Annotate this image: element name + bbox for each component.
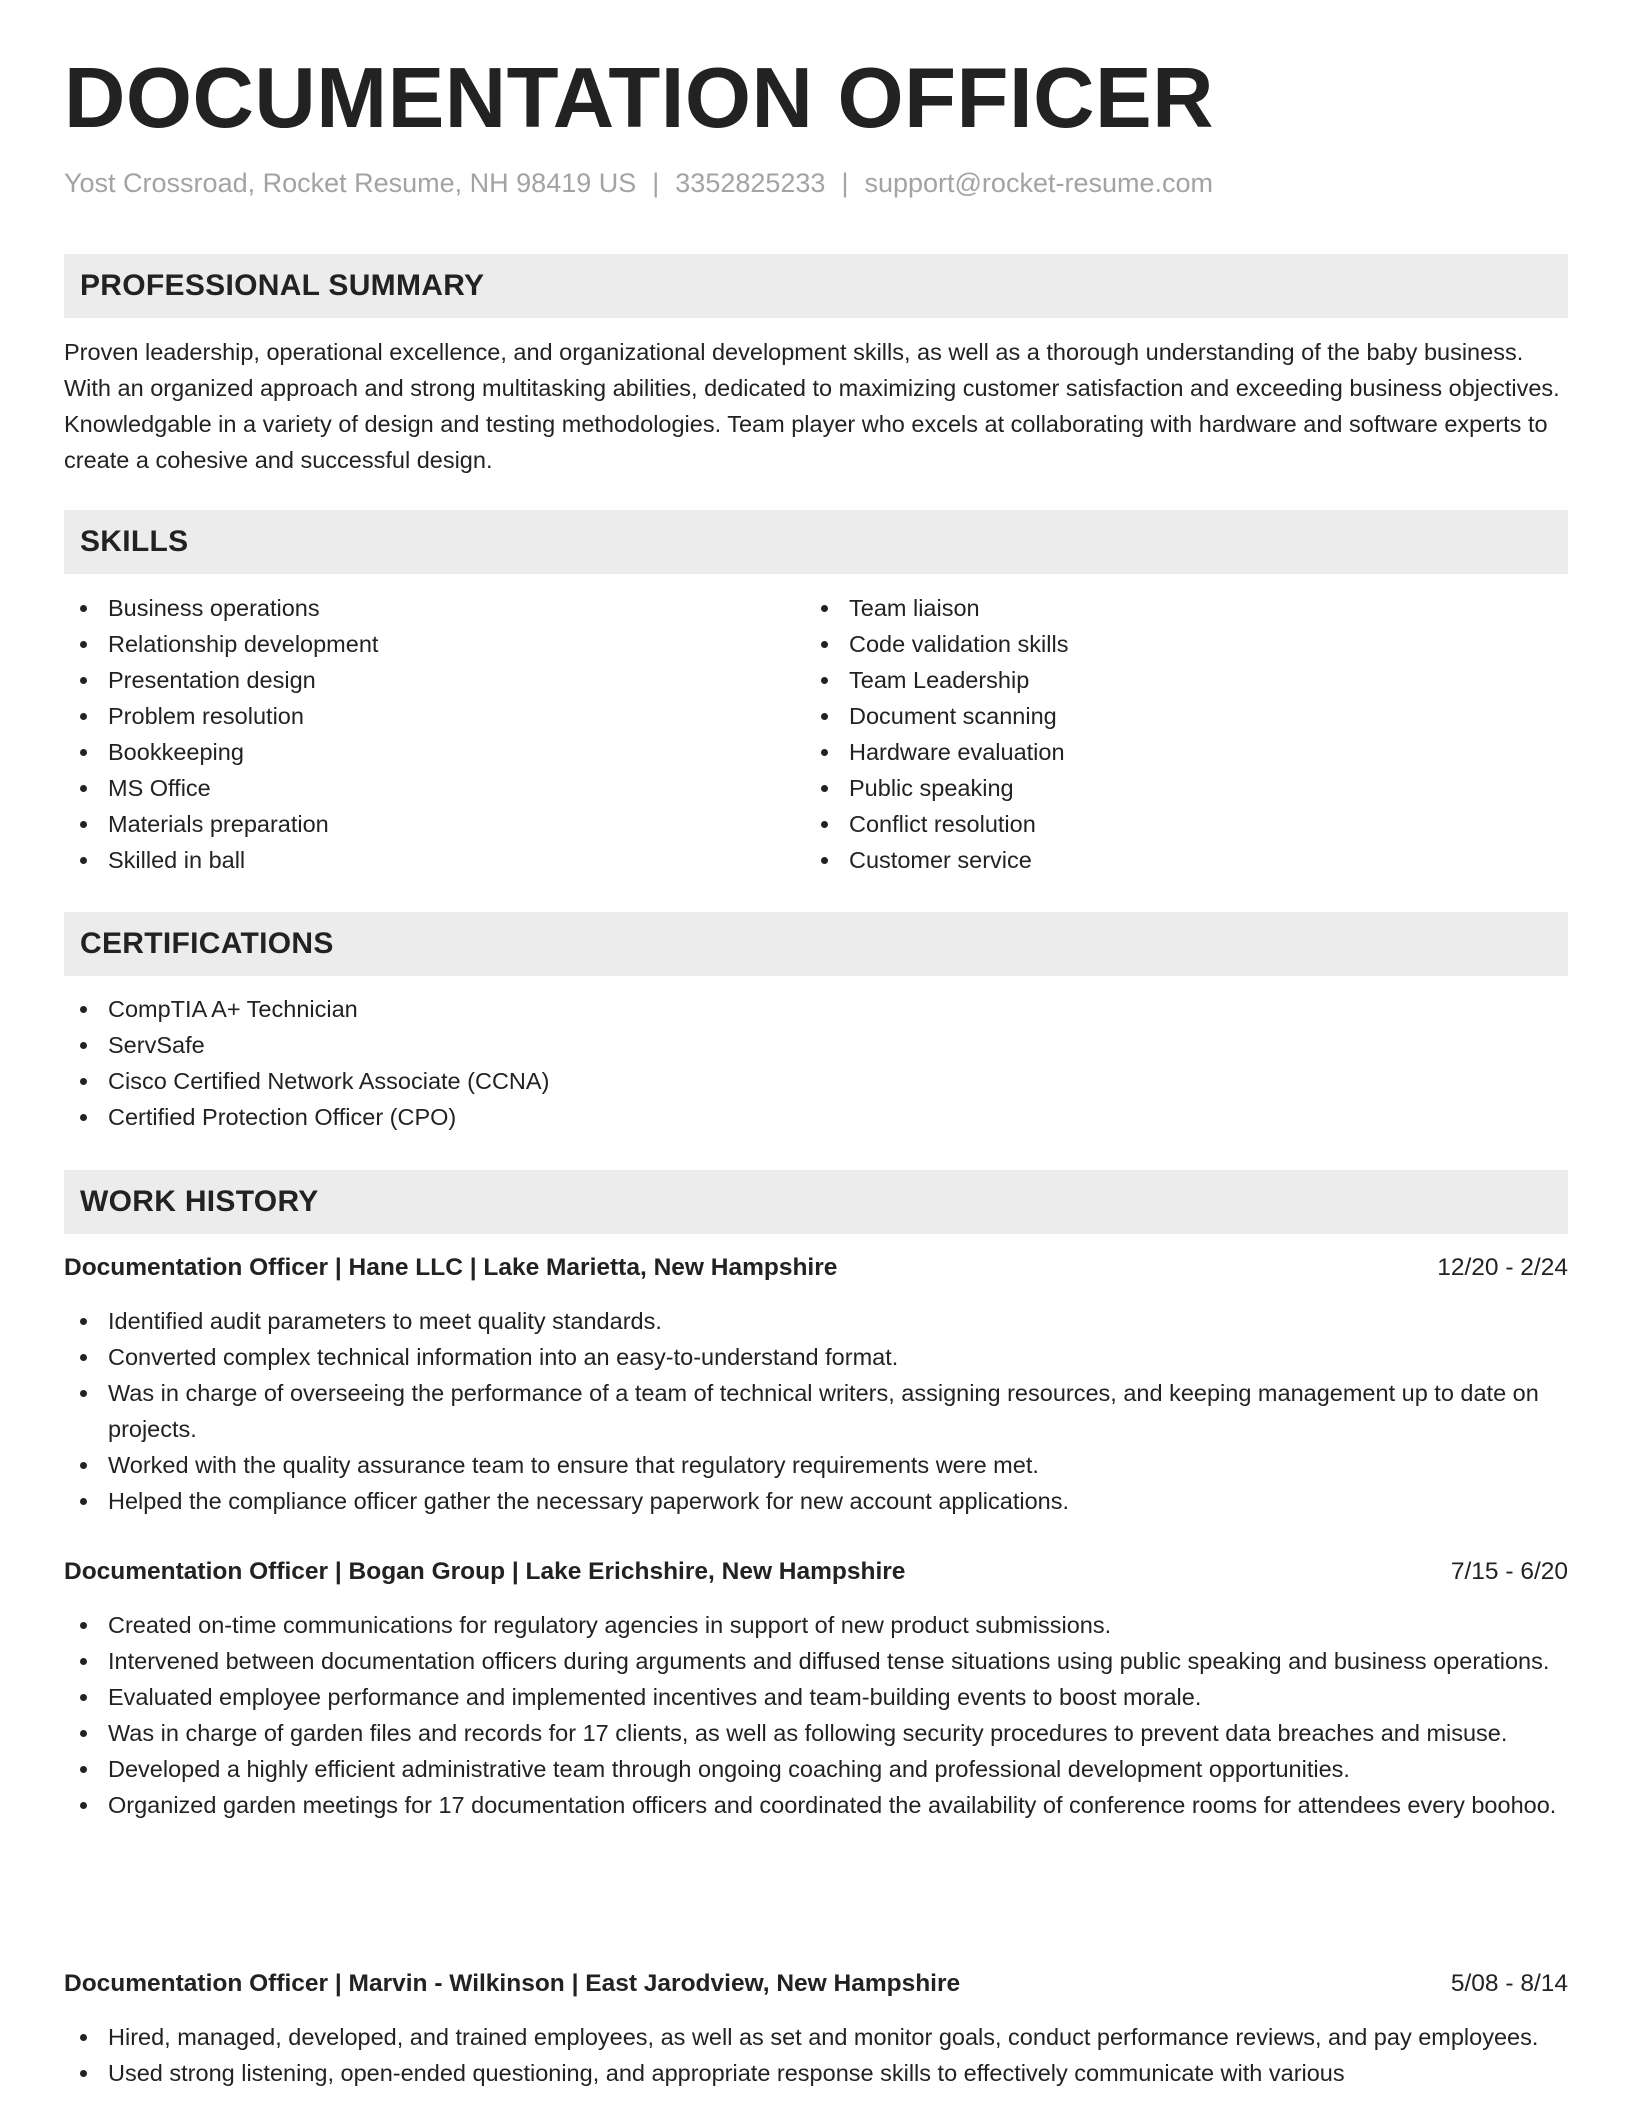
skill-item: Public speaking: [805, 770, 1545, 806]
job-bullet: Developed a highly efficient administrative team through ongoing coaching and professional development opportunities.: [64, 1751, 1568, 1787]
skills-heading: SKILLS: [64, 510, 1568, 574]
job-title: Documentation Officer | Bogan Group | Lake Erichshire, New Hampshire: [64, 1558, 906, 1585]
job-bullet: Helped the compliance officer gather the necessary paperwork for new account applications.: [64, 1483, 1568, 1519]
candidate-name: DOCUMENTATION OFFICER: [64, 51, 1215, 146]
job-bullet: Intervened between documentation officers during arguments and diffused tense situations using public speaking and business operations.: [64, 1643, 1568, 1679]
skill-item: Presentation design: [64, 662, 804, 698]
job-bullet: Was in charge of overseeing the performance of a team of technical writers, assigning resources, and keeping management up to date on projects.: [64, 1375, 1568, 1447]
skill-item: Team Leadership: [805, 662, 1545, 698]
contact-email: support@rocket-resume.com: [864, 168, 1213, 198]
contact-line: [64, 168, 1213, 199]
skill-item: Materials preparation: [64, 806, 804, 842]
job-dates: 7/15 - 6/20: [1450, 1558, 1568, 1585]
skill-item: Business operations: [64, 590, 804, 626]
job-bullet: Created on-time communications for regulatory agencies in support of new product submissions.: [64, 1607, 1568, 1643]
job-bullets: [64, 2019, 1568, 2091]
skill-item: Code validation skills: [805, 626, 1545, 662]
skill-item: Conflict resolution: [805, 806, 1545, 842]
skills-list-right: [805, 590, 1545, 878]
skill-item: Customer service: [805, 842, 1545, 878]
summary-text: Proven leadership, operational excellence, and organizational development skills, as well as a thorough understanding of the baby business. With an organized approach and strong multitasking abilities, dedicated to maximizing customer satisfaction and exceeding business objectives. Knowledgable in a variety of design and testing methodologies. Team player who excels at collaborating with hardware and software experts to create a cohesive and successful design.: [64, 339, 1560, 473]
job-header: [64, 1966, 1568, 2002]
certification-item: CompTIA A+ Technician: [64, 991, 1568, 1027]
summary-heading: PROFESSIONAL SUMMARY: [64, 254, 1568, 318]
skills-list-left: [64, 590, 804, 878]
contact-address: Yost Crossroad, Rocket Resume, NH 98419 US: [64, 168, 637, 198]
job-bullet: Organized garden meetings for 17 documentation officers and coordinated the availability of conference rooms for attendees every boohoo.: [64, 1787, 1568, 1823]
certification-item: Cisco Certified Network Associate (CCNA): [64, 1063, 1568, 1099]
job-header: [64, 1250, 1568, 1286]
certifications-heading: CERTIFICATIONS: [64, 912, 1568, 976]
skill-item: Team liaison: [805, 590, 1545, 626]
job-title: Documentation Officer | Marvin - Wilkinson | East Jarodview, New Hampshire: [64, 1970, 961, 1997]
skill-item: Problem resolution: [64, 698, 804, 734]
job-header: [64, 1554, 1568, 1590]
skill-item: Bookkeeping: [64, 734, 804, 770]
skill-item: MS Office: [64, 770, 804, 806]
contact-phone: 3352825233: [675, 168, 826, 198]
certifications-list: [64, 991, 1568, 1135]
job-title: Documentation Officer | Hane LLC | Lake Marietta, New Hampshire: [64, 1254, 838, 1281]
skill-item: Document scanning: [805, 698, 1545, 734]
job-bullet: Was in charge of garden files and records for 17 clients, as well as following security procedures to prevent data breaches and misuse.: [64, 1715, 1568, 1751]
skill-item: Hardware evaluation: [805, 734, 1545, 770]
job-bullet: Hired, managed, developed, and trained employees, as well as set and monitor goals, conduct performance reviews, and pay employees.: [64, 2019, 1568, 2055]
certification-item: Certified Protection Officer (CPO): [64, 1099, 1568, 1135]
job-dates: 5/08 - 8/14: [1450, 1970, 1568, 1997]
skill-item: Relationship development: [64, 626, 804, 662]
job-bullet: Worked with the quality assurance team to ensure that regulatory requirements were met.: [64, 1447, 1568, 1483]
job-dates: 12/20 - 2/24: [1437, 1254, 1568, 1281]
skill-item: Skilled in ball: [64, 842, 804, 878]
contact-separator: |: [652, 168, 660, 198]
certification-item: ServSafe: [64, 1027, 1568, 1063]
job-bullet: Converted complex technical information into an easy-to-understand format.: [64, 1339, 1568, 1375]
contact-separator: |: [841, 168, 849, 198]
job-bullets: [64, 1303, 1568, 1519]
job-bullet: Evaluated employee performance and implemented incentives and team-building events to boost morale.: [64, 1679, 1568, 1715]
work-history-heading: WORK HISTORY: [64, 1170, 1568, 1234]
job-bullet: Identified audit parameters to meet quality standards.: [64, 1303, 1568, 1339]
job-bullet: Used strong listening, open-ended questioning, and appropriate response skills to effectively communicate with various: [64, 2055, 1568, 2091]
job-bullets: [64, 1607, 1568, 1823]
